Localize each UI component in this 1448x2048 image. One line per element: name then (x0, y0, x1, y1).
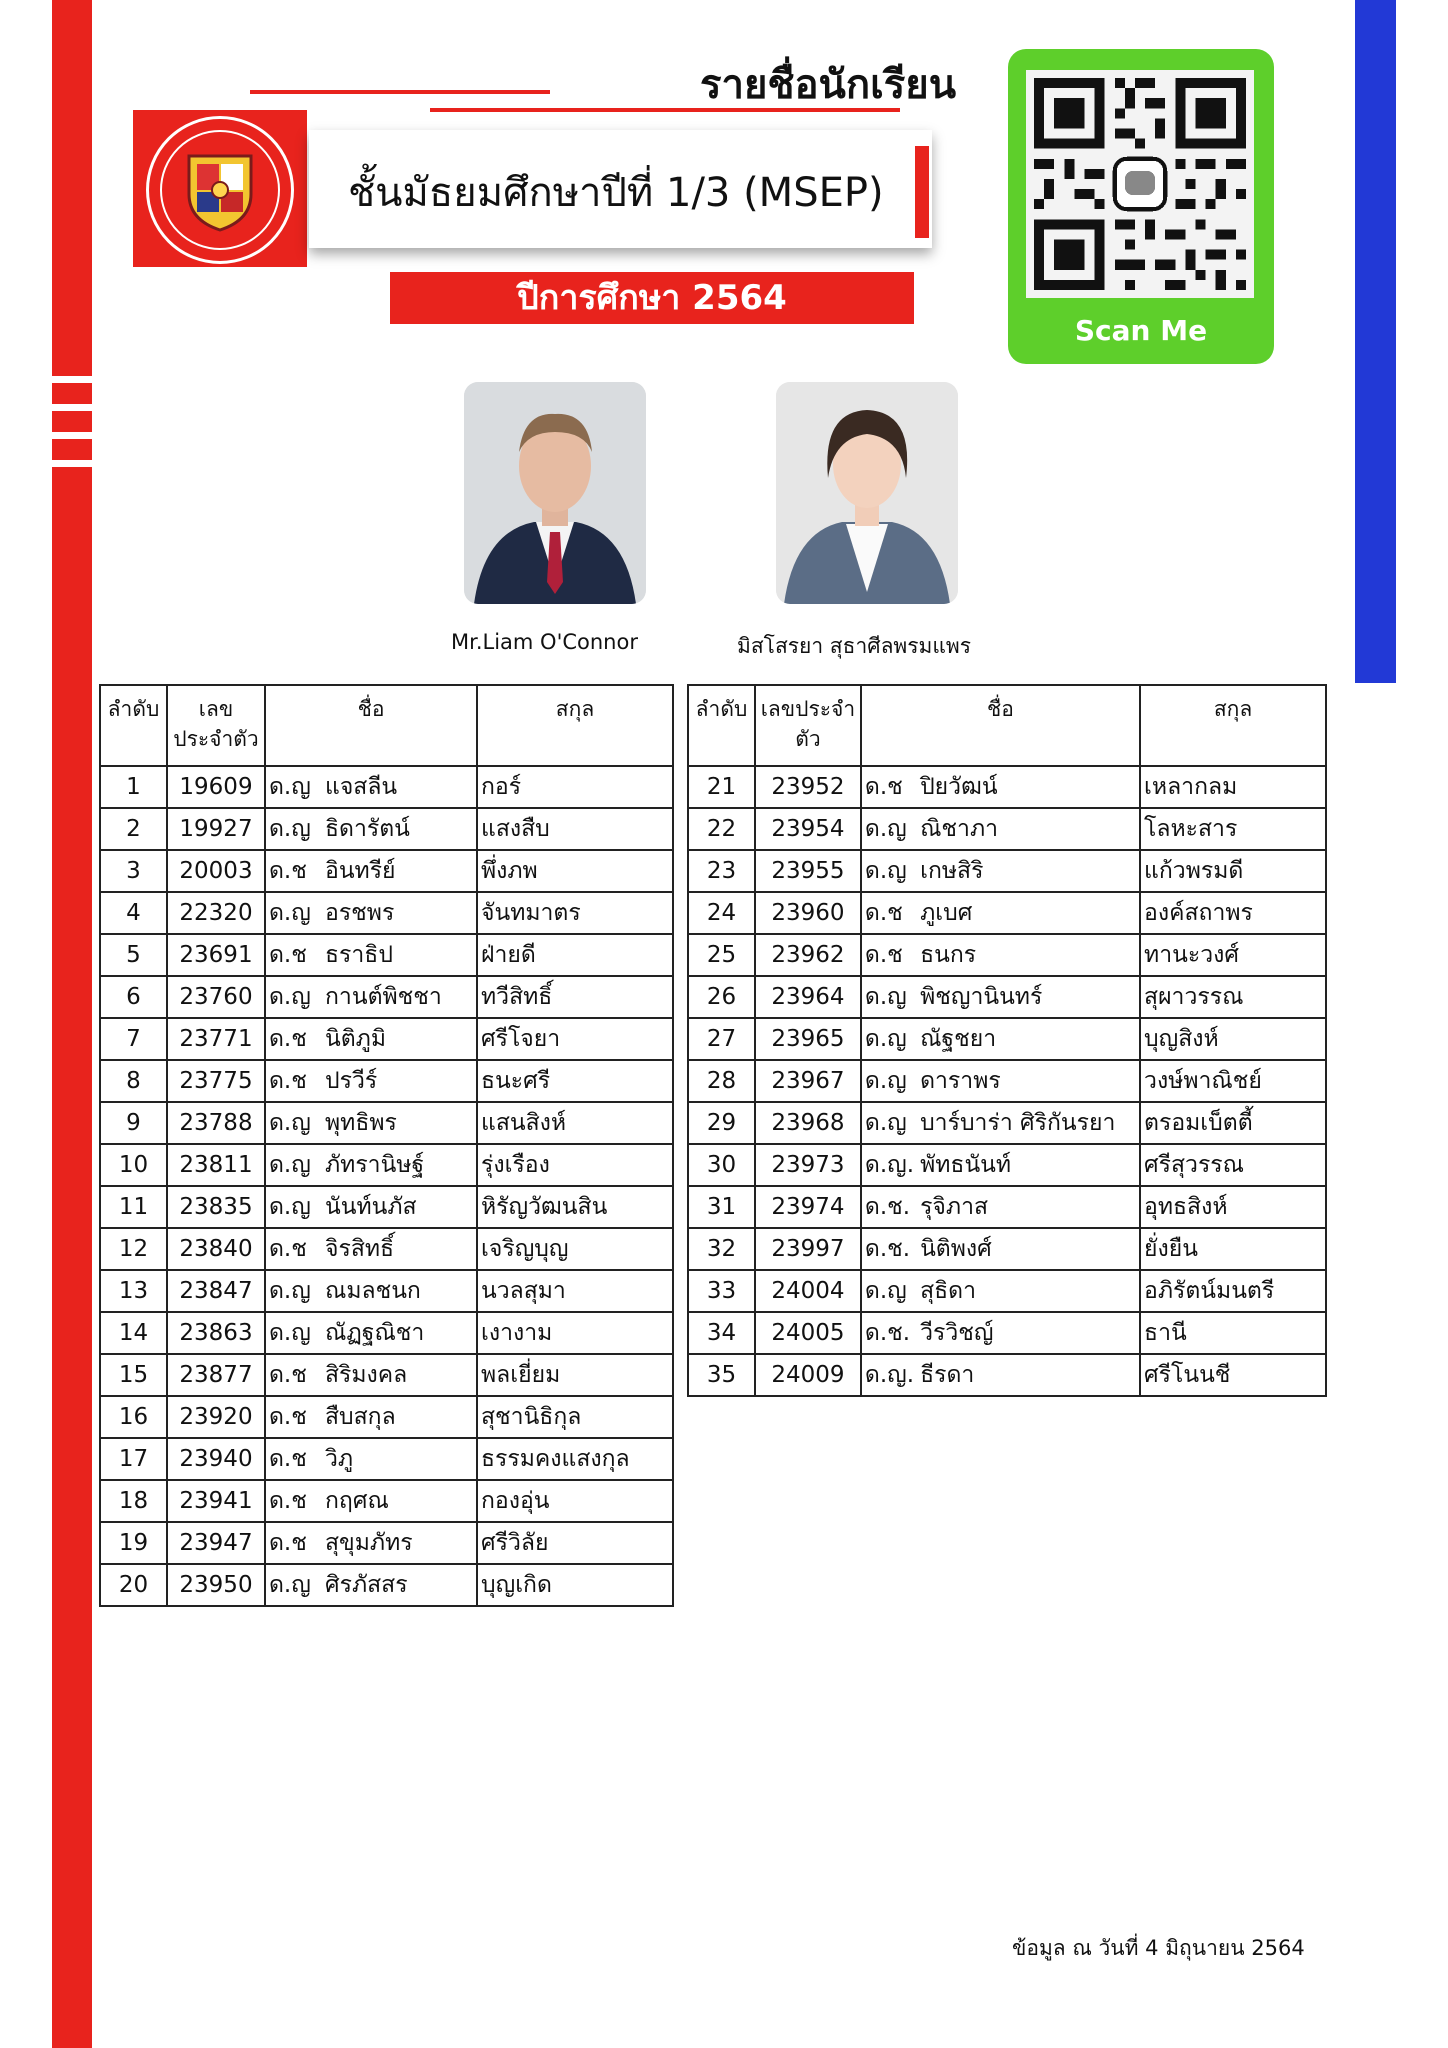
student-id: 23954 (755, 808, 861, 850)
student-prefix: ด.ช (265, 1522, 322, 1564)
student-number: 14 (100, 1312, 167, 1354)
student-surname: ตรอมเบ็ตตี้ (1140, 1102, 1326, 1144)
student-first-name: นันท์นภัส (322, 1186, 477, 1228)
student-first-name: สิริมงคล (322, 1354, 477, 1396)
col-header-surname: สกุล (1140, 685, 1326, 766)
student-number: 5 (100, 934, 167, 976)
student-surname: สุชานิธิกุล (477, 1396, 673, 1438)
right-blue-stripe (1355, 0, 1396, 683)
student-first-name: ศิรภัสสร (322, 1564, 477, 1606)
student-first-name: กฤศณ (322, 1480, 477, 1522)
student-surname: ยั่งยืน (1140, 1228, 1326, 1270)
table-row (100, 1438, 673, 1480)
student-first-name: ธีรดา (917, 1354, 1140, 1396)
student-prefix: ด.ช (265, 1228, 322, 1270)
student-prefix: ด.ญ (861, 976, 917, 1018)
table-row (688, 892, 1326, 934)
class-panel-tab (915, 146, 929, 238)
student-surname: อุทธสิงห์ (1140, 1186, 1326, 1228)
student-id: 23835 (167, 1186, 265, 1228)
student-id: 23760 (167, 976, 265, 1018)
student-first-name: ธิดารัตน์ (322, 808, 477, 850)
student-first-name: นิติพงศ์ (917, 1228, 1140, 1270)
student-first-name: สุธิดา (917, 1270, 1140, 1312)
student-surname: บุญสิงห์ (1140, 1018, 1326, 1060)
table-row (100, 1564, 673, 1606)
student-prefix: ด.ญ (265, 892, 322, 934)
student-surname: ทานะวงศ์ (1140, 934, 1326, 976)
student-prefix: ด.ช (265, 1018, 322, 1060)
student-prefix: ด.ญ (861, 808, 917, 850)
student-surname: สุผาวรรณ (1140, 976, 1326, 1018)
scan-me-label: Scan Me (1074, 314, 1208, 347)
student-prefix: ด.ช (861, 934, 917, 976)
student-number: 11 (100, 1186, 167, 1228)
table-row (688, 766, 1326, 808)
student-first-name: รุจิภาส (917, 1186, 1140, 1228)
table-row (688, 1144, 1326, 1186)
student-first-name: ณมลชนก (322, 1270, 477, 1312)
student-surname: นวลสุมา (477, 1270, 673, 1312)
teacher-name-1: Mr.Liam O'Connor (451, 630, 638, 654)
table-row (688, 976, 1326, 1018)
table-header-row (100, 685, 673, 766)
student-surname: แสงสืบ (477, 808, 673, 850)
student-prefix: ด.ช (265, 1060, 322, 1102)
student-number: 13 (100, 1270, 167, 1312)
student-table-left (99, 684, 674, 1607)
student-surname: ทวีสิทธิ์ (477, 976, 673, 1018)
student-first-name: จิรสิทธิ์ (322, 1228, 477, 1270)
col-header-no: ลำดับ (100, 685, 167, 766)
col-header-no: ลำดับ (688, 685, 755, 766)
table-row (100, 766, 673, 808)
student-first-name: ภัทรานิษฐ์ (322, 1144, 477, 1186)
student-id: 23691 (167, 934, 265, 976)
student-prefix: ด.ช (265, 1438, 322, 1480)
student-id: 23940 (167, 1438, 265, 1480)
table-row (100, 1018, 673, 1060)
student-prefix: ด.ญ (265, 766, 322, 808)
student-table-right (687, 684, 1327, 1397)
student-number: 6 (100, 976, 167, 1018)
student-prefix: ด.ญ (861, 1270, 917, 1312)
data-date-note: ข้อมูล ณ วันที่ 4 มิถุนายน 2564 (1012, 1936, 1305, 1960)
student-first-name: ธราธิป (322, 934, 477, 976)
student-number: 22 (688, 808, 755, 850)
student-id: 23965 (755, 1018, 861, 1060)
student-first-name: ณัฏฐณิชา (322, 1312, 477, 1354)
table-row (100, 1480, 673, 1522)
student-surname: บุญเกิด (477, 1564, 673, 1606)
page-title: รายชื่อนักเรียน (700, 61, 957, 108)
student-id: 20003 (167, 850, 265, 892)
student-number: 19 (100, 1522, 167, 1564)
teacher-portrait-icon (776, 382, 958, 604)
student-surname: อภิรัตน์มนตรี (1140, 1270, 1326, 1312)
student-number: 35 (688, 1354, 755, 1396)
table-row (100, 934, 673, 976)
student-id: 23967 (755, 1060, 861, 1102)
student-surname: ธรรมคงแสงกุล (477, 1438, 673, 1480)
table-row (100, 1522, 673, 1564)
student-id: 23788 (167, 1102, 265, 1144)
student-id: 23964 (755, 976, 861, 1018)
teacher-photo-2 (776, 382, 958, 604)
teacher-name-2: มิสโสรยา สุธาศีลพรมแพร (737, 634, 972, 658)
student-first-name: ภูเบศ (917, 892, 1140, 934)
student-number: 31 (688, 1186, 755, 1228)
student-id: 23955 (755, 850, 861, 892)
table-row (100, 1396, 673, 1438)
student-prefix: ด.ช (265, 1480, 322, 1522)
student-id: 23920 (167, 1396, 265, 1438)
student-surname: แสนสิงห์ (477, 1102, 673, 1144)
student-surname: ศรีสุวรรณ (1140, 1144, 1326, 1186)
student-first-name: สืบสกุล (322, 1396, 477, 1438)
student-number: 21 (688, 766, 755, 808)
table-row (688, 1270, 1326, 1312)
student-number: 12 (100, 1228, 167, 1270)
student-surname: องค์สถาพร (1140, 892, 1326, 934)
student-prefix: ด.ช (861, 766, 917, 808)
student-prefix: ด.ญ (861, 850, 917, 892)
student-id: 23775 (167, 1060, 265, 1102)
student-number: 23 (688, 850, 755, 892)
student-prefix: ด.ญ (265, 1270, 322, 1312)
student-first-name: นิติภูมิ (322, 1018, 477, 1060)
student-surname: เงางาม (477, 1312, 673, 1354)
left-stripe-gap (52, 404, 92, 411)
student-prefix: ด.ญ (265, 1564, 322, 1606)
student-first-name: สุขุมภัทร (322, 1522, 477, 1564)
table-row (100, 1144, 673, 1186)
student-number: 4 (100, 892, 167, 934)
student-id: 23968 (755, 1102, 861, 1144)
student-first-name: ณัฐชยา (917, 1018, 1140, 1060)
student-prefix: ด.ช. (861, 1186, 917, 1228)
student-prefix: ด.ญ (861, 1102, 917, 1144)
table-row (100, 1354, 673, 1396)
student-surname: รุ่งเรือง (477, 1144, 673, 1186)
student-id: 23960 (755, 892, 861, 934)
table-row (100, 1312, 673, 1354)
student-prefix: ด.ญ. (861, 1354, 917, 1396)
student-number: 2 (100, 808, 167, 850)
student-surname: พลเยี่ยม (477, 1354, 673, 1396)
left-stripe-gap (52, 376, 92, 383)
student-surname: ฝ่ายดี (477, 934, 673, 976)
student-number: 17 (100, 1438, 167, 1480)
student-number: 28 (688, 1060, 755, 1102)
student-surname: จันทมาตร (477, 892, 673, 934)
table-row (688, 1102, 1326, 1144)
student-first-name: บาร์บาร่า ศิริกันรยา (917, 1102, 1140, 1144)
student-prefix: ด.ช. (861, 1312, 917, 1354)
student-number: 32 (688, 1228, 755, 1270)
student-surname: เหลากลม (1140, 766, 1326, 808)
student-number: 16 (100, 1396, 167, 1438)
student-prefix: ด.ญ (265, 1312, 322, 1354)
table-row (100, 850, 673, 892)
student-surname: ธนะศรี (477, 1060, 673, 1102)
table-row (100, 1270, 673, 1312)
student-id: 23877 (167, 1354, 265, 1396)
table-header-row (688, 685, 1326, 766)
qr-code-icon[interactable] (1034, 78, 1246, 290)
col-header-id: เลขประจำตัว (755, 685, 861, 766)
table-row (100, 892, 673, 934)
student-prefix: ด.ญ (265, 976, 322, 1018)
table-row (100, 1228, 673, 1270)
student-surname: โลหะสาร (1140, 808, 1326, 850)
student-id: 23973 (755, 1144, 861, 1186)
col-header-name: ชื่อ (265, 685, 477, 766)
student-number: 15 (100, 1354, 167, 1396)
student-prefix: ด.ช (265, 1396, 322, 1438)
decorative-line (250, 90, 550, 94)
student-id: 24004 (755, 1270, 861, 1312)
student-surname: หิรัญวัฒนสิน (477, 1186, 673, 1228)
student-first-name: ปรวีร์ (322, 1060, 477, 1102)
student-prefix: ด.ช (265, 934, 322, 976)
student-prefix: ด.ช (265, 850, 322, 892)
col-header-name: ชื่อ (861, 685, 1140, 766)
student-prefix: ด.ญ (861, 1060, 917, 1102)
decorative-line (430, 108, 900, 112)
student-prefix: ด.ญ (861, 1018, 917, 1060)
student-id: 23840 (167, 1228, 265, 1270)
left-stripe-gap (52, 460, 92, 467)
student-first-name: ธนกร (917, 934, 1140, 976)
table-row (688, 1312, 1326, 1354)
student-number: 20 (100, 1564, 167, 1606)
student-surname: กองอุ่น (477, 1480, 673, 1522)
student-prefix: ด.ญ. (861, 1144, 917, 1186)
table-row (688, 1354, 1326, 1396)
student-number: 34 (688, 1312, 755, 1354)
student-prefix: ด.ช (861, 892, 917, 934)
table-row (688, 808, 1326, 850)
student-id: 23952 (755, 766, 861, 808)
col-header-surname: สกุล (477, 685, 673, 766)
teacher-portrait-icon (464, 382, 646, 604)
student-prefix: ด.ญ (265, 1186, 322, 1228)
student-surname: วงษ์พาณิชย์ (1140, 1060, 1326, 1102)
student-number: 18 (100, 1480, 167, 1522)
student-surname: ศรีโนนชี (1140, 1354, 1326, 1396)
student-first-name: อินทรีย์ (322, 850, 477, 892)
student-surname: กอร์ (477, 766, 673, 808)
student-prefix: ด.ช (265, 1354, 322, 1396)
table-row (688, 850, 1326, 892)
student-id: 22320 (167, 892, 265, 934)
student-surname: เจริญบุญ (477, 1228, 673, 1270)
student-id: 23947 (167, 1522, 265, 1564)
student-surname: ศรีวิลัย (477, 1522, 673, 1564)
student-first-name: พัทธนันท์ (917, 1144, 1140, 1186)
student-number: 8 (100, 1060, 167, 1102)
student-first-name: ดาราพร (917, 1060, 1140, 1102)
student-number: 3 (100, 850, 167, 892)
student-first-name: กานต์พิชชา (322, 976, 477, 1018)
student-first-name: วีรวิชญ์ (917, 1312, 1140, 1354)
student-number: 30 (688, 1144, 755, 1186)
student-id: 24005 (755, 1312, 861, 1354)
student-id: 23771 (167, 1018, 265, 1060)
student-id: 23863 (167, 1312, 265, 1354)
student-surname: ศรีโจยา (477, 1018, 673, 1060)
table-row (688, 1186, 1326, 1228)
col-header-id: เลขประจำตัว (167, 685, 265, 766)
student-id: 23811 (167, 1144, 265, 1186)
student-surname: แก้วพรมดี (1140, 850, 1326, 892)
student-first-name: พิชญานินทร์ (917, 976, 1140, 1018)
table-row (100, 1186, 673, 1228)
table-row (100, 1060, 673, 1102)
student-number: 26 (688, 976, 755, 1018)
student-id: 23962 (755, 934, 861, 976)
student-first-name: พุทธิพร (322, 1102, 477, 1144)
student-prefix: ด.ญ (265, 808, 322, 850)
student-surname: พึ่งภพ (477, 850, 673, 892)
table-row (100, 808, 673, 850)
student-id: 23941 (167, 1480, 265, 1522)
student-id: 24009 (755, 1354, 861, 1396)
student-number: 27 (688, 1018, 755, 1060)
student-prefix: ด.ญ (265, 1144, 322, 1186)
student-first-name: อรชพร (322, 892, 477, 934)
student-prefix: ด.ช. (861, 1228, 917, 1270)
student-first-name: เกษสิริ (917, 850, 1140, 892)
teacher-photo-1 (464, 382, 646, 604)
student-id: 23974 (755, 1186, 861, 1228)
left-red-stripe (52, 0, 92, 2048)
school-crest-icon (183, 150, 257, 232)
student-first-name: ปิยวัฒน์ (917, 766, 1140, 808)
student-first-name: วิภู (322, 1438, 477, 1480)
student-id: 23997 (755, 1228, 861, 1270)
student-id: 19927 (167, 808, 265, 850)
student-id: 19609 (167, 766, 265, 808)
student-number: 7 (100, 1018, 167, 1060)
student-number: 29 (688, 1102, 755, 1144)
student-id: 23950 (167, 1564, 265, 1606)
table-row (688, 934, 1326, 976)
student-number: 24 (688, 892, 755, 934)
student-number: 25 (688, 934, 755, 976)
left-stripe-gap (52, 432, 92, 439)
student-number: 10 (100, 1144, 167, 1186)
student-number: 1 (100, 766, 167, 808)
table-row (688, 1228, 1326, 1270)
academic-year: ปีการศึกษา 2564 (517, 278, 787, 318)
student-prefix: ด.ญ (265, 1102, 322, 1144)
student-first-name: แจสลีน (322, 766, 477, 808)
student-number: 33 (688, 1270, 755, 1312)
class-title: ชั้นมัธยมศึกษาปีที่ 1/3 (MSEP) (348, 170, 884, 216)
table-row (688, 1018, 1326, 1060)
table-row (688, 1060, 1326, 1102)
table-row (100, 976, 673, 1018)
student-first-name: ณิชาภา (917, 808, 1140, 850)
student-number: 9 (100, 1102, 167, 1144)
student-surname: ธานี (1140, 1312, 1326, 1354)
table-row (100, 1102, 673, 1144)
student-id: 23847 (167, 1270, 265, 1312)
